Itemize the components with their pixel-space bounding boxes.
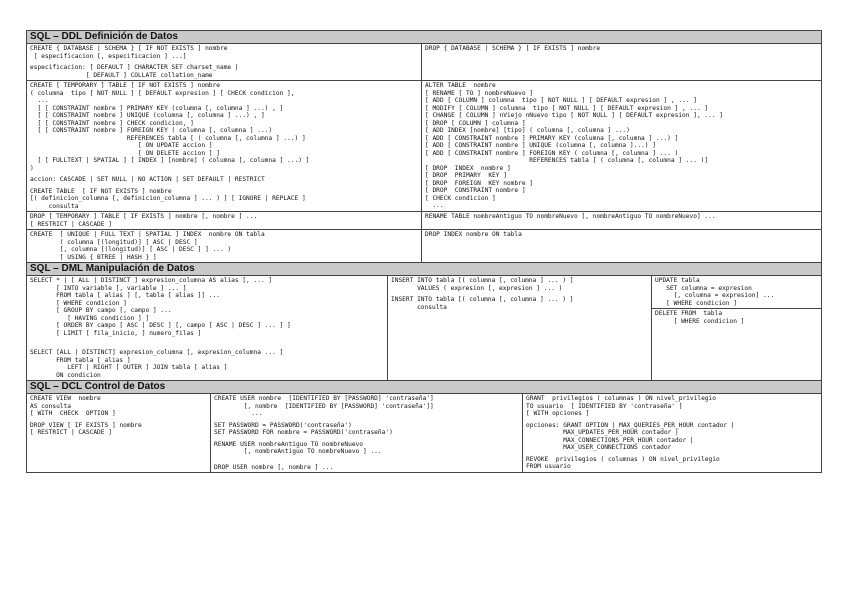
grant-syntax: GRANT privilegios ( columnas ) ON nivel_privilegio TO usuario [ IDENTIFIED BY 'contraseña' ] [ WITH opciones ] <box>526 395 716 417</box>
user-cell <box>211 394 523 472</box>
insert-values-syntax: INSERT INTO tabla [( columna [, columna ] ... ) ] VALUES ( expresion [, expresion ] ... ) <box>391 277 574 292</box>
delete-part <box>652 308 821 326</box>
drop-index-syntax: DROP INDEX nombre ON tabla <box>425 231 522 238</box>
drop-index-cell <box>422 230 821 262</box>
drop-database-syntax: DROP { DATABASE | SCHEMA } [ IF EXISTS ] nombre <box>425 45 601 52</box>
create-user-syntax: CREATE USER nombre [IDENTIFIED BY [PASSWORD] 'contraseña'] [, nombre [IDENTIFIED BY [PASSWORD] 'contraseña']] ... <box>214 395 434 417</box>
alter-table-syntax: ALTER TABLE nombre [ RENAME [ TO ] nombreNuevo ] [ ADD [ COLUMN ] columna tipo [ NOT NULL ] [ DEFAULT expresion ] , ... ] [ MODIFY [ COLUMN ] columna tipo [ NOT NULL ] [ DEFAULT expresion ] , ... ] [ CHANGE [ COLUMN ] nViejo nNuevo tipo [ NOT NULL ] [ DEFAULT expresion ], ... ] [ DROP [ COLUMN ] columna ] [ ADD INDEX [nombre] [tipo] ( columna [, columna ] ...) [ ADD [ CONSTRAINT nombre ] PRIMARY KEY (columna [, columna ] ...) ] [ ADD [ CONSTRAINT nombre ] UNIQUE (columna [, columna ]...) ] [ ADD [ CONSTRAINT nombre ] FOREIGN KEY ( columna [, columna ] ... ) REFERENCES tabla [ ( columna [, columna ] ... )] [ DROP INDEX nombre ] [ DROP PRIMARY KEY ] [ DROP FOREIGN KEY nombre ] [ DROP CONSTRAINT nombre ] [ CHECK condicion ] ... <box>425 82 724 209</box>
alter-table-cell <box>422 81 821 211</box>
sql-cheat-sheet <box>26 30 822 473</box>
set-password-syntax: SET PASSWORD = PASSWORD('contraseña') SET PASSWORD FOR nombre = PASSWORD('contraseña') <box>214 421 393 436</box>
rename-table-cell <box>422 212 821 229</box>
drop-database-cell <box>422 44 821 80</box>
accion-syntax: accion: CASCADE | SET NULL | NO ACTION | SET DEFAULT | RESTRICT <box>30 176 265 183</box>
database-spec-syntax: especificacion: [ DEFAULT ] CHARACTER SET charset_name | [ DEFAULT ] COLLATE collation_name <box>30 64 239 79</box>
dcl-section-title: SQL – DCL Control de Datos <box>27 381 821 394</box>
grant-cell <box>523 394 821 472</box>
dml-section-title: SQL – DML Manipulación de Datos <box>27 263 821 276</box>
create-table-cell <box>27 81 422 211</box>
dcl-row <box>27 394 821 472</box>
rename-user-syntax: RENAME USER nombreAntiguo TO nombreNuevo [, nombreAntiguo TO nombreNuevo ] ... <box>214 440 382 455</box>
update-part <box>652 276 821 308</box>
drop-view-syntax: DROP VIEW [ IF EXISTS ] nombre [ RESTRICT | CASCADE ] <box>30 421 142 436</box>
select-syntax: SELECT * | [ ALL | DISTINCT ] expresion_columna AS alias [, ... ] [ INTO variable [, variable ] ... ] FROM tabla [ alias ] [, tabla [ alias ]] ... [ WHERE condicion ] [ GROUP BY campo [, campo ] ... [ HAVING condicion ] ] [ ORDER BY campo [ ASC | DESC ] [, campo [ ASC | DESC ] ... ] ] [ LIMIT [ fila_inicio, ] numero_filas ] <box>30 277 291 337</box>
insert-select-syntax: INSERT INTO tabla [( columna [, columna ] ... ) ] consulta <box>391 296 574 311</box>
delete-syntax: DELETE FROM tabla [ WHERE condicion ] <box>655 310 745 325</box>
select-join-syntax: SELECT [ALL | DISTINCT] expresion_columna [, expresion_columna ... ] FROM tabla [ alias ] LEFT | RIGHT [ OUTER ] JOIN tabla [ alias ] ON condicion <box>30 349 284 379</box>
insert-cell <box>388 276 652 380</box>
grant-options-syntax: opciones: GRANT OPTION | MAX_QUERIES_PER_HOUR contador | MAX_UPDATES_PER_HOUR contador | MAX_CONNECTIONS_PER_HOUR contador | MAX_USER_CONNECTIONS contador <box>526 421 735 451</box>
ddl-section-title: SQL – DDL Definición de Datos <box>27 31 821 44</box>
create-index-syntax: CREATE [ UNIQUE | FULL TEXT | SPATIAL ] INDEX nombre ON tabla ( columna [(longitud)] [ ASC | DESC ] [, columna [(longitud)] [ ASC | DESC ] ] ... ) [ USING { BTREE | HASH } ] <box>30 231 265 261</box>
dml-row <box>27 276 821 381</box>
ddl-row-drop-table <box>27 212 821 230</box>
ddl-row-table <box>27 81 821 212</box>
create-index-cell <box>27 230 422 262</box>
rename-table-syntax: RENAME TABLE nombreAntiguo TO nombreNuevo [, nombreAntiguo TO nombreNuevo] ... <box>425 213 716 220</box>
create-database-syntax: CREATE { DATABASE | SCHEMA } [ IF NOT EXISTS ] nombre [ especificacion [, especificacion ] ...] <box>30 45 228 60</box>
drop-table-cell <box>27 212 422 229</box>
drop-table-syntax: DROP [ TEMPORARY ] TABLE [ IF EXISTS ] nombre [, nombre ] ... [ RESTRICT | CASCADE ] <box>30 213 258 228</box>
ddl-row-index <box>27 230 821 263</box>
create-table-syntax: CREATE [ TEMPORARY ] TABLE [ IF NOT EXISTS ] nombre ( columna tipo [ NOT NULL ] [ DEFAULT expresion ] [ CHECK condicion ], ... [ [ CONSTRAINT nombre ] PRIMARY KEY (columna [, columna ] ...) , ] [ [ CONSTRAINT nombre ] UNIQUE (columna [, columna ] ...) , ] [ [ CONSTRAINT nombre ] CHECK condicion, ] [ [ CONSTRAINT nombre ] FOREIGN KEY ( columna [, columna ] ...) REFERENCES tabla [ ( columna [, columna ] ...) ] [ ON UPDATE accion ] [ ON DELETE accion ] ] [ [ FULLTEXT | SPATIAL ] [ INDEX ] [nombre] ( columna [, columna ] ...) ] ) <box>30 82 310 172</box>
create-database-cell <box>27 44 422 80</box>
drop-user-syntax: DROP USER nombre [, nombre ] ... <box>214 463 334 471</box>
update-delete-cell <box>652 276 821 380</box>
revoke-syntax: REVOKE privilegios ( columnas ) ON nivel_privilegio FROM usuario <box>526 455 720 470</box>
view-cell <box>27 394 211 472</box>
ddl-row-database <box>27 44 821 81</box>
select-cell <box>27 276 388 380</box>
create-table-as-syntax: CREATE TABLE [ IF NOT EXISTS ] nombre [( definicion_columna [, definicion_columna ] ... ) ] [ IGNORE | REPLACE ] consulta <box>30 187 306 210</box>
update-syntax: UPDATE tabla SET columna = expresion [, columna = expresion] ... [ WHERE condicion ] <box>655 277 775 307</box>
create-view-syntax: CREATE VIEW nombre AS consulta [ WITH CHECK OPTION ] <box>30 395 116 417</box>
